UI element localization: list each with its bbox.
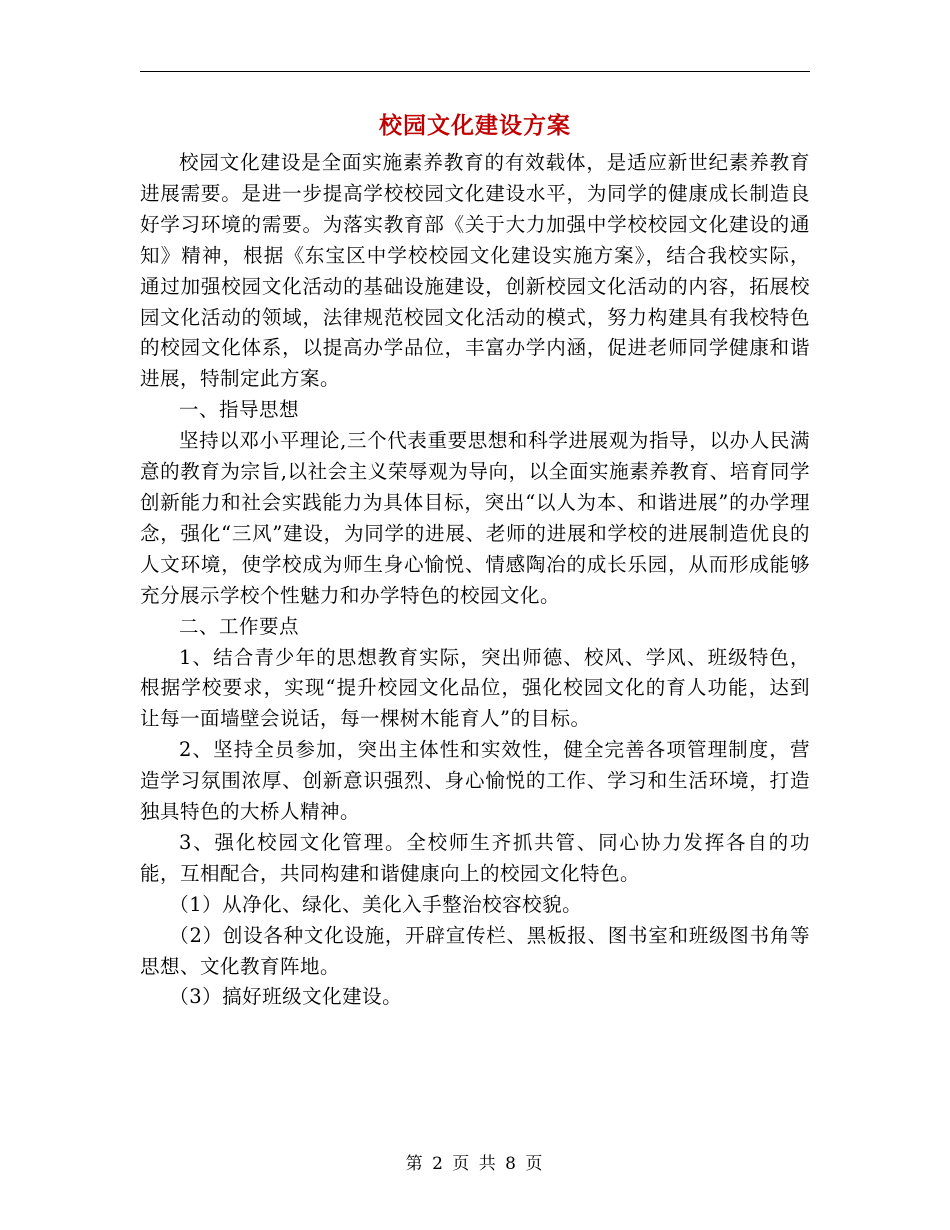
- page-number-footer: 第 2 页 共 8 页: [405, 1154, 545, 1174]
- section-heading-guiding-ideology: 一、指导思想: [179, 398, 300, 422]
- document-body: [140, 148, 810, 1013]
- section-heading-work-points: 二、工作要点: [179, 614, 300, 638]
- intro-paragraph: 校园文化建设是全面实施素养教育的有效载体，是适应新世纪素养教育进展需要。是进一步提高学校校园文化建设水平，为同学的健康成长制造良好学习环境的需要。为落实教育部《关于大力加强中学校校园文化建设的通知》精神，根据《东宝区中学校校园文化建设实施方案》，结合我校实际，通过加强校园文化活动的基础设施建设，创新校园文化活动的内容，拓展校园文化活动的领域，法律规范校园文化活动的模式，努力构建具有我校特色的校园文化体系，以提高办学品位，丰富办学内涵，促进老师同学健康和谐进展，特制定此方案。: [140, 151, 810, 391]
- header-rule: [140, 71, 810, 72]
- guiding-ideology-paragraph: 坚持以邓小平理论,三个代表重要思想和科学进展观为指导，以办人民满意的教育为宗旨,以社会主义荣辱观为导向，以全面实施素养教育、培育同学创新能力和社会实践能力为具体目标，突出“以人为本、和谐进展”的办学理念，强化“三风”建设，为同学的进展、老师的进展和学校的进展制造优良的人文环境，使学校成为师生身心愉悦、情感陶冶的成长乐园，从而形成能够充分展示学校个性魅力和办学特色的校园文化。: [140, 429, 810, 607]
- work-point-2: 2、坚持全员参加，突出主体性和实效性，健全完善各项管理制度，营造学习氛围浓厚、创新意识强烈、身心愉悦的工作、学习和生活环境，打造独具特色的大桥人精神。: [140, 738, 810, 824]
- work-point-3-item-3: （3）搞好班级文化建设。: [169, 985, 403, 1009]
- work-point-3-item-2: （2）创设各种文化设施，开辟宣传栏、黑板报、图书室和班级图书角等思想、文化教育阵地。: [140, 923, 810, 978]
- document-title: 校园文化建设方案: [379, 112, 571, 139]
- work-point-3: 3、强化校园文化管理。全校师生齐抓共管、同心协力发挥各自的功能，互相配合，共同构建和谐健康向上的校园文化特色。: [140, 830, 810, 885]
- work-point-3-item-1: （1）从净化、绿化、美化入手整治校容校貌。: [169, 892, 583, 916]
- work-point-1: 1、结合青少年的思想教育实际，突出师德、校风、学风、班级特色，根据学校要求，实现“提升校园文化品位，强化校园文化的育人功能，达到让每一面墙壁会说话，每一棵树木能育人”的目标。: [140, 645, 810, 731]
